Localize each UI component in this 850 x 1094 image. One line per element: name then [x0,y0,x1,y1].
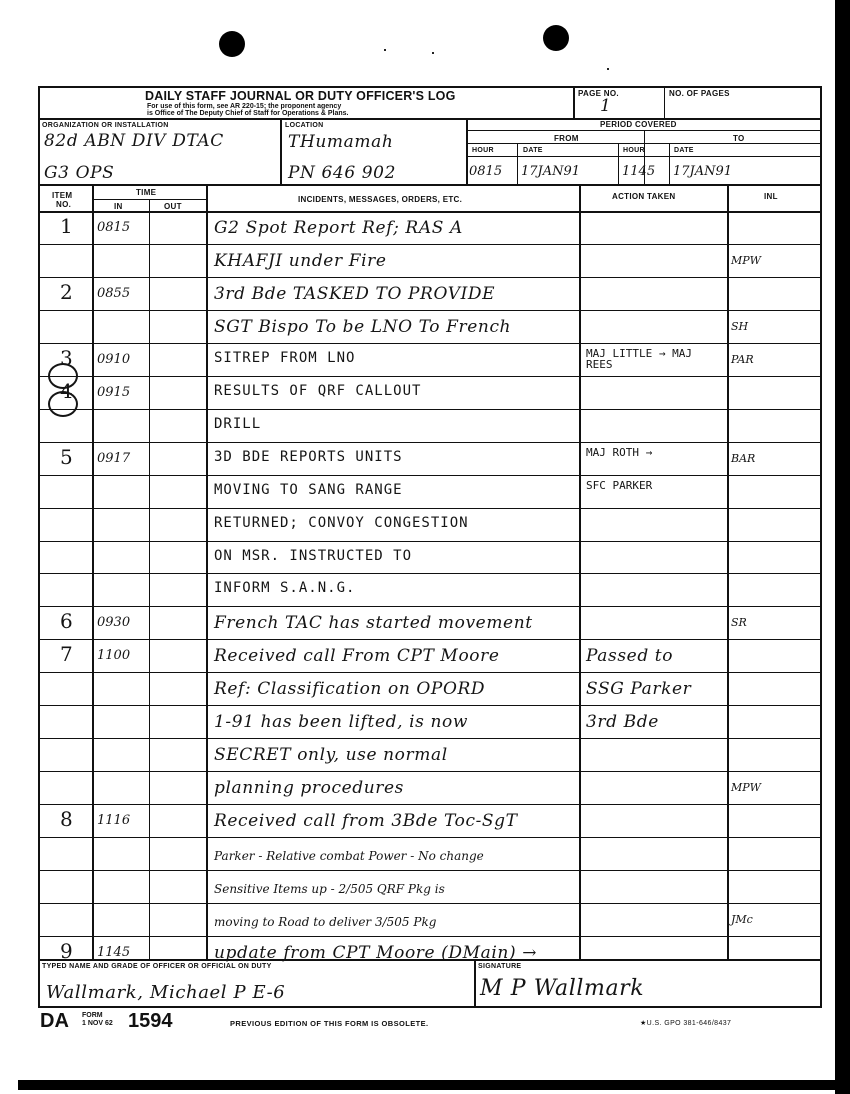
punch-hole-left [219,31,245,57]
row-rule [38,376,822,377]
row-rule [38,837,822,838]
to-hour-label: HOUR [623,147,645,154]
row-rule [38,771,822,772]
form-subtitle-1: For use of this form, see AR 220-15; the proponent agency [147,103,342,110]
row-rule [38,705,822,706]
item-circle-mark [48,391,78,417]
rule [517,143,518,185]
row-time-in: 0910 [97,351,131,367]
rule [618,143,619,185]
rule [727,184,729,959]
row-rule [38,475,822,476]
time-in-header: IN [114,202,123,211]
item-header-1: ITEM [52,191,73,200]
from-date-label: DATE [523,147,543,154]
row-initials: SR [731,616,747,630]
row-rule [38,870,822,871]
form-subtitle-2: is Office of The Deputy Chief of Staff for Operations & Plans. [147,110,349,117]
row-incident-text: Sensitive Items up - 2/505 QRF Pkg is [214,882,445,896]
row-time-in: 0930 [97,615,131,631]
row-incident-text: ON MSR. INSTRUCTED TO [214,547,413,564]
punch-hole-right [543,25,569,51]
signature-value: M P Wallmark [480,976,645,1001]
row-item-number: 2 [60,279,73,304]
row-time-in: 0815 [97,220,131,235]
item-circle-mark [48,363,78,389]
row-incident-text: moving to Road to deliver 3/505 Pkg [214,914,437,929]
org-value-line1: 82d ABN DIV DTAC [44,131,224,151]
row-rule [38,804,822,805]
row-rule [38,738,822,739]
typed-name-label: TYPED NAME AND GRADE OF OFFICER OR OFFICIAL ON DUTY [42,963,272,970]
rule [579,184,581,959]
to-date-label: DATE [674,147,694,154]
rule [206,184,208,959]
row-action-taken: 3rd Bde [586,712,659,733]
row-rule [38,903,822,904]
row-item-number: 9 [60,938,73,963]
scan-speck [384,49,386,51]
org-value-line2: G3 OPS [44,163,115,183]
row-incident-text: KHAFJI under Fire [214,250,387,271]
row-rule [38,277,822,278]
row-rule [38,936,822,937]
row-item-number: 6 [60,609,73,634]
row-initials: BAR [731,451,756,465]
page-no-label: PAGE NO. [578,89,619,98]
rule [466,118,468,185]
row-initials: JMc [731,912,753,926]
row-initials: MPW [731,253,761,267]
footer-form-date: 1 NOV 62 [82,1020,113,1027]
row-rule [38,508,822,509]
row-item-number: 8 [60,807,73,832]
page-no-value: 1 [600,96,612,116]
row-incident-text: INFORM S.A.N.G. [214,580,356,597]
rule [92,184,94,959]
location-value-line1: THumamah [288,132,394,152]
time-out-header: OUT [164,202,182,211]
rule [280,118,282,185]
incidents-header: INCIDENTS, MESSAGES, ORDERS, ETC. [298,195,463,204]
action-taken-header: ACTION TAKEN [612,192,676,201]
org-label: ORGANIZATION OR INSTALLATION [42,122,169,129]
row-incident-text: RETURNED; CONVOY CONGESTION [214,514,469,531]
from-hour-label: HOUR [472,147,494,154]
signature-label: SIGNATURE [478,963,522,970]
row-time-in: 1145 [97,944,131,960]
footer-form-number: 1594 [128,1010,173,1032]
row-rule [38,442,822,443]
row-incident-text: planning procedures [214,778,404,799]
row-item-number: 3 [60,345,73,370]
rule [664,86,665,119]
rule [38,118,822,120]
rule [573,86,575,119]
row-rule [38,573,822,574]
rule [149,199,150,959]
row-action-taken: SSG Parker [586,679,692,700]
row-rule [38,639,822,640]
row-time-in: 0855 [97,285,131,301]
row-incident-text: RESULTS OF QRF CALLOUT [214,382,422,399]
no-of-pages-label: NO. OF PAGES [669,89,730,98]
row-action-taken: MAJ LITTLE → MAJ REES [586,346,692,371]
rule [669,143,670,185]
row-time-in: 1116 [97,813,131,829]
typed-name-value: Wallmark, Michael P E-6 [46,982,286,1003]
row-incident-text: G2 Spot Report Ref; RAS A [214,218,463,238]
to-label: TO [733,134,745,143]
row-item-number: 1 [60,214,73,238]
period-covered-label: PERIOD COVERED [600,120,677,129]
row-incident-text: 3rd Bde TASKED TO PROVIDE [214,283,496,304]
row-rule [38,244,822,245]
row-incident-text: update from CPT Moore (DMain) → [214,942,538,963]
scan-speck [607,68,609,70]
rule [38,211,822,213]
row-item-number: 7 [60,642,73,667]
row-rule [38,409,822,410]
time-header: TIME [136,188,157,197]
from-hour-value: 0815 [469,164,503,179]
row-time-in: 0915 [97,384,131,400]
row-action-taken: SFC PARKER [586,478,653,492]
scan-speck [432,52,434,54]
inl-header: INL [764,192,778,201]
from-label: FROM [554,134,579,143]
row-incident-text: MOVING TO SANG RANGE [214,481,403,498]
row-initials: PAR [731,352,754,366]
footer-da: DA [40,1010,69,1032]
row-rule [38,343,822,344]
row-rule [38,541,822,542]
row-item-number: 4 [60,378,73,403]
row-incident-text: SECRET only, use normal [214,745,448,766]
row-item-number: 5 [60,444,73,469]
row-incident-text: DRILL [214,415,262,432]
location-value-line2: PN 646 902 [288,163,397,183]
scan-edge-bottom [18,1080,850,1090]
location-label: LOCATION [285,122,324,129]
row-incident-text: Ref: Classification on OPORD [214,679,486,700]
row-incident-text: SGT Bispo To be LNO To French [214,316,512,337]
row-incident-text: Received call From CPT Moore [214,646,500,667]
row-incident-text: 1-91 has been lifted, is now [214,712,469,733]
row-rule [38,310,822,311]
row-action-taken: Passed to [586,646,674,667]
form-title: DAILY STAFF JOURNAL OR DUTY OFFICER'S LOG [145,89,456,103]
footer-form-label: FORM [82,1012,103,1019]
row-incident-text: Received call from 3Bde Toc-SgT [214,811,518,832]
footer-previous-edition: PREVIOUS EDITION OF THIS FORM IS OBSOLETE. [230,1019,429,1028]
row-time-in: 0917 [97,450,131,466]
to-hour-value: 1145 [622,164,656,179]
row-initials: SH [731,319,749,333]
item-header-2: NO. [56,200,72,209]
rule [474,959,476,1008]
row-initials: MPW [731,781,761,795]
from-date-value: 17JAN91 [521,164,581,179]
row-rule [38,606,822,607]
row-incident-text: French TAC has started movement [214,613,533,634]
row-rule [38,672,822,673]
row-incident-text: SITREP FROM LNO [214,349,356,366]
to-date-value: 17JAN91 [673,164,733,179]
scan-edge-right [835,0,850,1094]
rule [38,184,822,186]
footer-gpo: ★U.S. GPO 381-646/8437 [640,1020,732,1027]
row-action-taken: MAJ ROTH → [586,445,653,459]
row-incident-text: Parker - Relative combat Power - No change [214,849,484,864]
row-incident-text: 3D BDE REPORTS UNITS [214,448,403,465]
row-time-in: 1100 [97,648,131,664]
